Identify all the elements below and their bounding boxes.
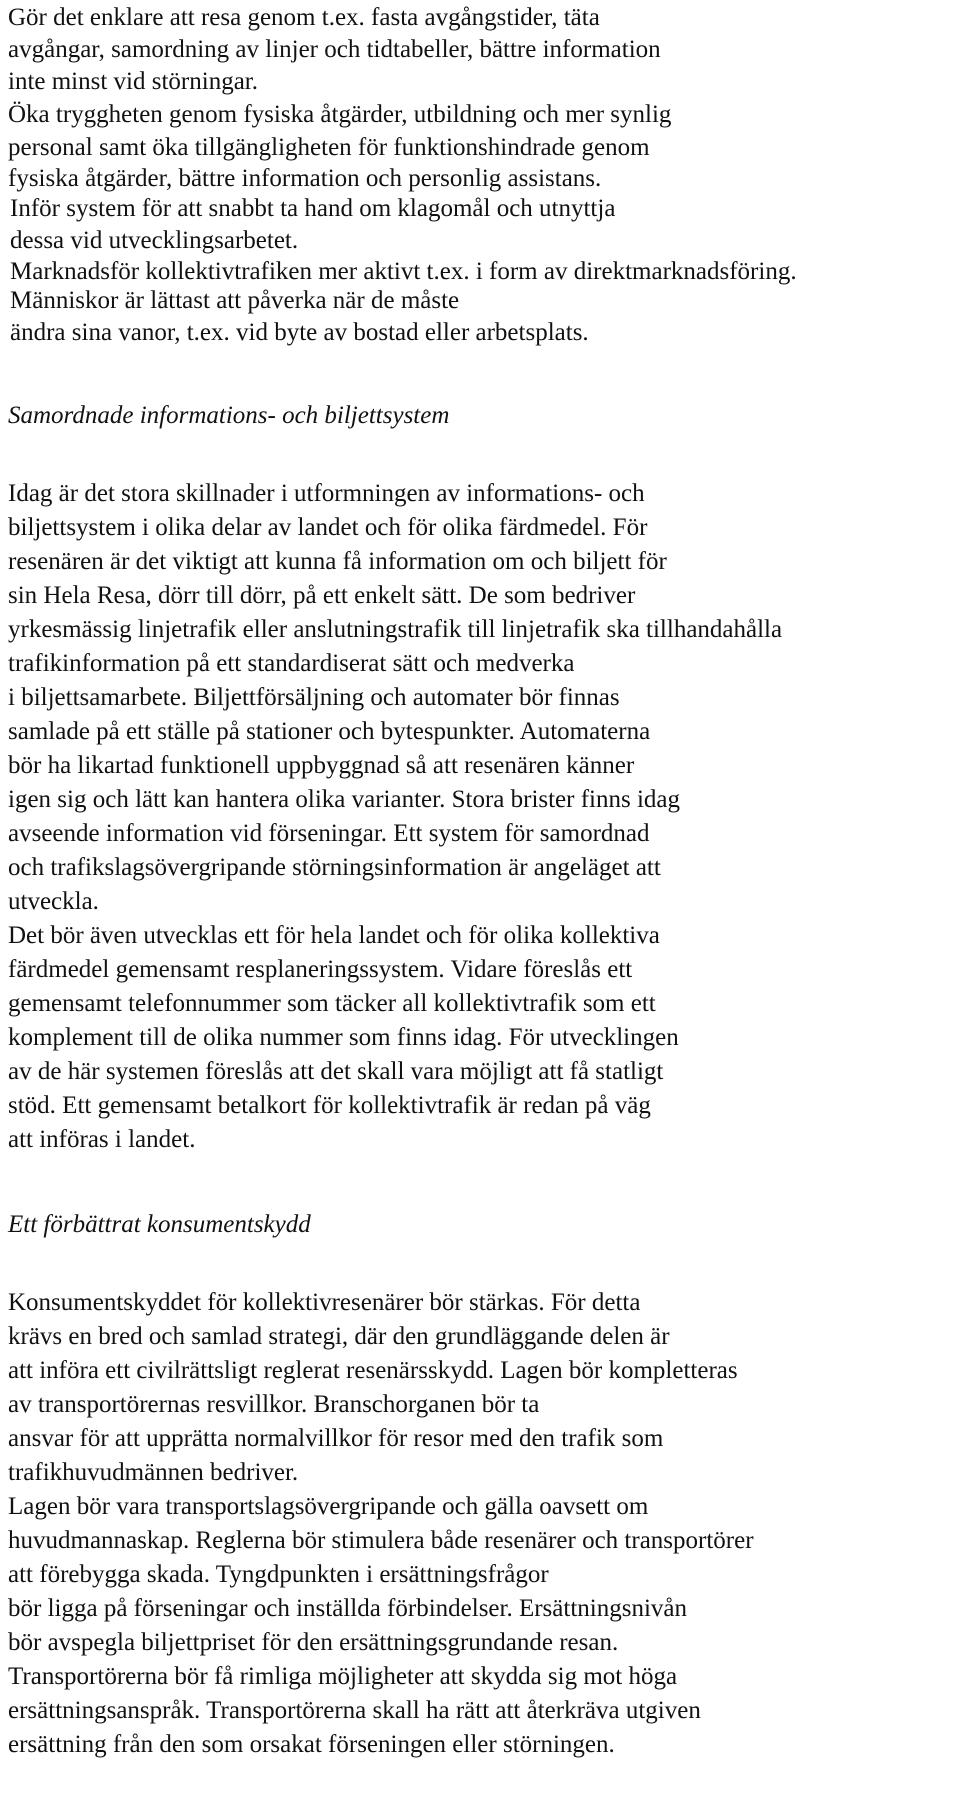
body-line: Människor är lättast att påverka när de måste <box>10 287 460 314</box>
body-line: avgångar, samordning av linjer och tidtabeller, bättre information <box>8 36 661 63</box>
body-line: Gör det enklare att resa genom t.ex. fasta avgångstider, täta <box>8 4 600 31</box>
body-line: krävs en bred och samlad strategi, där den grundläggande delen är <box>8 1323 670 1350</box>
body-line: av de här systemen föreslås att det skall vara möjligt att få statligt <box>8 1058 664 1085</box>
body-line: ansvar för att upprätta normalvillkor för resor med den trafik som <box>8 1425 664 1452</box>
body-line: samlade på ett ställe på stationer och bytespunkter. Automaterna <box>8 718 651 745</box>
body-line: gemensamt telefonnummer som täcker all kollektivtrafik som ett <box>8 990 656 1017</box>
body-line: färdmedel gemensamt resplaneringssystem. Vidare föreslås ett <box>8 956 633 983</box>
body-line: av transportörernas resvillkor. Branschorganen bör ta <box>8 1391 540 1418</box>
body-line: Transportörerna bör få rimliga möjligheter att skydda sig mot höga <box>8 1663 678 1690</box>
body-line: utveckla. <box>8 888 99 915</box>
body-line: trafikhuvudmännen bedriver. <box>8 1459 299 1486</box>
body-line: att förebygga skada. Tyngdpunkten i ersättningsfrågor <box>8 1561 549 1588</box>
body-line: Marknadsför kollektivtrafiken mer aktivt t.ex. i form av direktmarknadsföring. <box>10 258 797 285</box>
body-line: igen sig och lätt kan hantera olika varianter. Stora brister finns idag <box>8 786 681 813</box>
body-line: bör avspegla biljettpriset för den ersättningsgrundande resan. <box>8 1629 619 1656</box>
section-heading: Samordnade informations- och biljettsystem <box>8 402 450 429</box>
body-line: bör ha likartad funktionell uppbyggnad så att resenären känner <box>8 752 635 779</box>
body-line: Det bör även utvecklas ett för hela landet och för olika kollektiva <box>8 922 660 949</box>
body-line: fysiska åtgärder, bättre information och personlig assistans. <box>8 165 602 192</box>
body-line: Konsumentskyddet för kollektivresenärer bör stärkas. För detta <box>8 1289 641 1316</box>
body-line: ersättningsanspråk. Transportörerna skall ha rätt att återkräva utgiven <box>8 1697 701 1724</box>
body-line: inte minst vid störningar. <box>8 68 258 95</box>
body-line: Inför system för att snabbt ta hand om klagomål och utnyttja <box>10 195 616 222</box>
body-line: stöd. Ett gemensamt betalkort för kollektivtrafik är redan på väg <box>8 1092 651 1119</box>
body-line: sin Hela Resa, dörr till dörr, på ett enkelt sätt. De som bedriver <box>8 582 636 609</box>
body-line: att införas i landet. <box>8 1126 196 1153</box>
body-line: Öka tryggheten genom fysiska åtgärder, utbildning och mer synlig <box>8 101 672 128</box>
body-line: huvudmannaskap. Reglerna bör stimulera både resenärer och transportörer <box>8 1527 754 1554</box>
body-line: bör ligga på förseningar och inställda förbindelser. Ersättningsnivån <box>8 1595 687 1622</box>
body-line: avseende information vid förseningar. Ett system för samordnad <box>8 820 650 847</box>
body-line: att införa ett civilrättsligt reglerat resenärsskydd. Lagen bör kompletteras <box>8 1357 738 1384</box>
body-line: yrkesmässig linjetrafik eller anslutningstrafik till linjetrafik ska tillhandahålla <box>8 616 783 643</box>
body-line: Idag är det stora skillnader i utformningen av informations- och <box>8 480 645 507</box>
body-line: ändra sina vanor, t.ex. vid byte av bostad eller arbetsplats. <box>10 319 589 346</box>
body-line: personal samt öka tillgängligheten för funktionshindrade genom <box>8 134 650 161</box>
body-line: resenären är det viktigt att kunna få information om och biljett för <box>8 548 667 575</box>
body-line: och trafikslagsövergripande störningsinformation är angeläget att <box>8 854 661 881</box>
body-line: biljettsystem i olika delar av landet och för olika färdmedel. För <box>8 514 648 541</box>
section-heading: Ett förbättrat konsumentskydd <box>8 1211 311 1238</box>
body-line: i biljettsamarbete. Biljettförsäljning och automater bör finnas <box>8 684 620 711</box>
body-line: trafikinformation på ett standardiserat sätt och medverka <box>8 650 575 677</box>
body-line: Lagen bör vara transportslagsövergripande och gälla oavsett om <box>8 1493 649 1520</box>
body-line: komplement till de olika nummer som finns idag. För utvecklingen <box>8 1024 679 1051</box>
body-line: dessa vid utvecklingsarbetet. <box>10 227 299 254</box>
body-line: ersättning från den som orsakat förseningen eller störningen. <box>8 1731 615 1758</box>
